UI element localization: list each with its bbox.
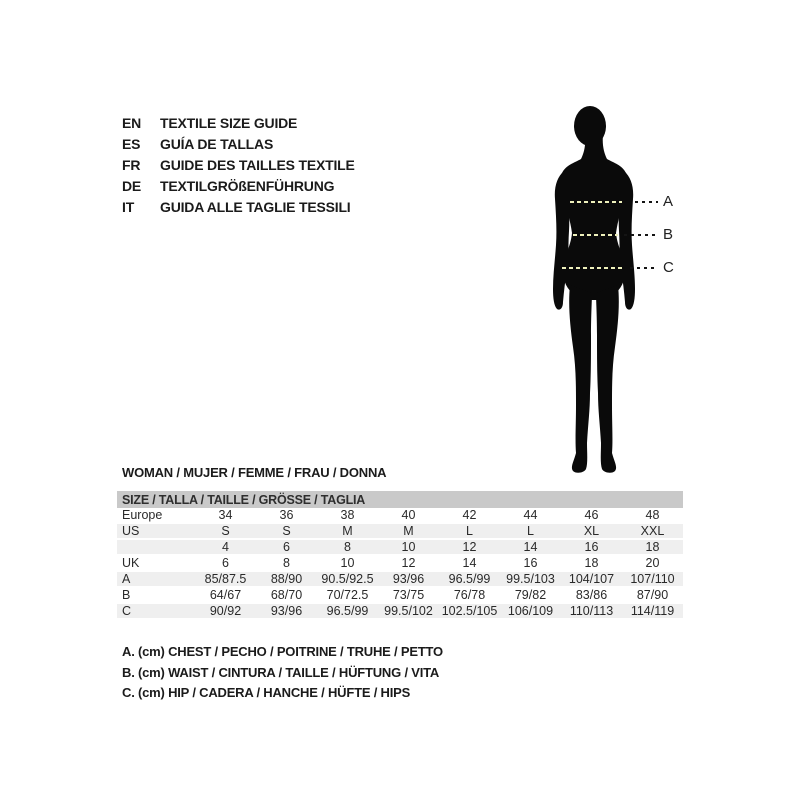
measurement-note: B. (cm) WAIST / CINTURA / TAILLE / HÜFTUNG / VITA xyxy=(122,664,440,680)
size-cell: 20 xyxy=(622,555,683,571)
size-cell: 4 xyxy=(195,539,256,555)
size-table xyxy=(117,491,683,620)
size-cell: S xyxy=(256,523,317,539)
size-cell: 93/96 xyxy=(378,571,439,587)
measurement-note: A. (cm) CHEST / PECHO / POITRINE / TRUHE / PETTO xyxy=(122,644,443,659)
row-label: C xyxy=(117,603,195,619)
size-cell: 14 xyxy=(500,539,561,555)
size-cell: 106/109 xyxy=(500,603,561,619)
size-cell: 99.5/102 xyxy=(378,603,439,619)
marker-label-hip: C xyxy=(663,259,674,276)
size-cell: 102.5/105 xyxy=(439,603,500,619)
language-title: GUÍA DE TALLAS xyxy=(160,135,274,152)
size-cell: 73/75 xyxy=(378,587,439,603)
size-cell: 107/110 xyxy=(622,571,683,587)
table-row xyxy=(117,555,683,571)
size-cell: 114/119 xyxy=(622,603,683,619)
size-cell: 34 xyxy=(195,508,256,523)
size-cell: M xyxy=(317,523,378,539)
language-code: IT xyxy=(122,198,135,215)
size-cell: 18 xyxy=(622,539,683,555)
row-label: US xyxy=(117,523,195,539)
size-cell: 104/107 xyxy=(561,571,622,587)
size-cell: 79/82 xyxy=(500,587,561,603)
language-row xyxy=(122,154,355,175)
size-cell: 16 xyxy=(561,539,622,555)
language-list xyxy=(122,112,355,217)
table-row xyxy=(117,603,683,619)
language-code: ES xyxy=(122,135,141,152)
language-row xyxy=(122,112,355,133)
size-figure xyxy=(520,95,720,490)
table-row xyxy=(117,508,683,523)
language-title: GUIDE DES TAILLES TEXTILE xyxy=(160,156,355,173)
measurement-notes xyxy=(122,644,443,706)
size-cell: 12 xyxy=(378,555,439,571)
woman-silhouette-svg xyxy=(520,95,700,490)
language-row xyxy=(122,175,355,196)
size-cell: 10 xyxy=(317,555,378,571)
row-label: B xyxy=(117,587,195,603)
size-cell: 64/67 xyxy=(195,587,256,603)
size-table-header-row xyxy=(117,491,683,508)
size-cell: 14 xyxy=(439,555,500,571)
marker-label-waist: B xyxy=(663,226,674,243)
row-label: UK xyxy=(117,555,195,571)
section-title-woman: WOMAN / MUJER / FEMME / FRAU / DONNA xyxy=(122,465,387,480)
size-cell: 110/113 xyxy=(561,603,622,619)
language-row xyxy=(122,196,355,217)
size-table-header: SIZE / TALLA / TAILLE / GRÖSSE / TAGLIA xyxy=(117,491,683,508)
size-cell: 44 xyxy=(500,508,561,523)
language-code: EN xyxy=(122,114,142,131)
size-cell: S xyxy=(195,523,256,539)
size-cell: 76/78 xyxy=(439,587,500,603)
table-row xyxy=(117,539,683,555)
woman-silhouette xyxy=(553,106,635,473)
language-code: FR xyxy=(122,156,141,173)
size-cell: L xyxy=(439,523,500,539)
size-cell: 8 xyxy=(256,555,317,571)
row-label: A xyxy=(117,571,195,587)
marker-label-chest: A xyxy=(663,193,674,210)
size-cell: 6 xyxy=(195,555,256,571)
measurement-note: C. (cm) HIP / CADERA / HANCHE / HÜFTE / HIPS xyxy=(122,685,411,700)
size-cell: 12 xyxy=(439,539,500,555)
table-row xyxy=(117,587,683,603)
language-title: TEXTILE SIZE GUIDE xyxy=(160,114,298,131)
size-cell: 18 xyxy=(561,555,622,571)
size-cell: 90.5/92.5 xyxy=(317,571,378,587)
language-title: TEXTILGRÖßENFÜHRUNG xyxy=(160,177,335,194)
size-cell: 96.5/99 xyxy=(317,603,378,619)
size-cell: 48 xyxy=(622,508,683,523)
size-cell: 38 xyxy=(317,508,378,523)
size-cell: 36 xyxy=(256,508,317,523)
size-cell: 90/92 xyxy=(195,603,256,619)
row-label: Europe xyxy=(117,508,195,523)
row-label xyxy=(117,539,195,555)
size-cell: 42 xyxy=(439,508,500,523)
size-cell: 85/87.5 xyxy=(195,571,256,587)
size-cell: XL xyxy=(561,523,622,539)
size-cell: 93/96 xyxy=(256,603,317,619)
size-cell: 96.5/99 xyxy=(439,571,500,587)
size-cell: 88/90 xyxy=(256,571,317,587)
size-cell: M xyxy=(378,523,439,539)
language-title: GUIDA ALLE TAGLIE TESSILI xyxy=(160,198,351,215)
size-cell: 16 xyxy=(500,555,561,571)
language-row xyxy=(122,133,355,154)
size-cell: 70/72.5 xyxy=(317,587,378,603)
size-cell: 83/86 xyxy=(561,587,622,603)
table-row xyxy=(117,523,683,539)
size-cell: 8 xyxy=(317,539,378,555)
size-cell: L xyxy=(500,523,561,539)
language-code: DE xyxy=(122,177,142,194)
size-cell: 99.5/103 xyxy=(500,571,561,587)
size-cell: 87/90 xyxy=(622,587,683,603)
size-cell: XXL xyxy=(622,523,683,539)
size-cell: 10 xyxy=(378,539,439,555)
size-cell: 6 xyxy=(256,539,317,555)
size-cell: 46 xyxy=(561,508,622,523)
size-cell: 68/70 xyxy=(256,587,317,603)
size-cell: 40 xyxy=(378,508,439,523)
table-row xyxy=(117,571,683,587)
